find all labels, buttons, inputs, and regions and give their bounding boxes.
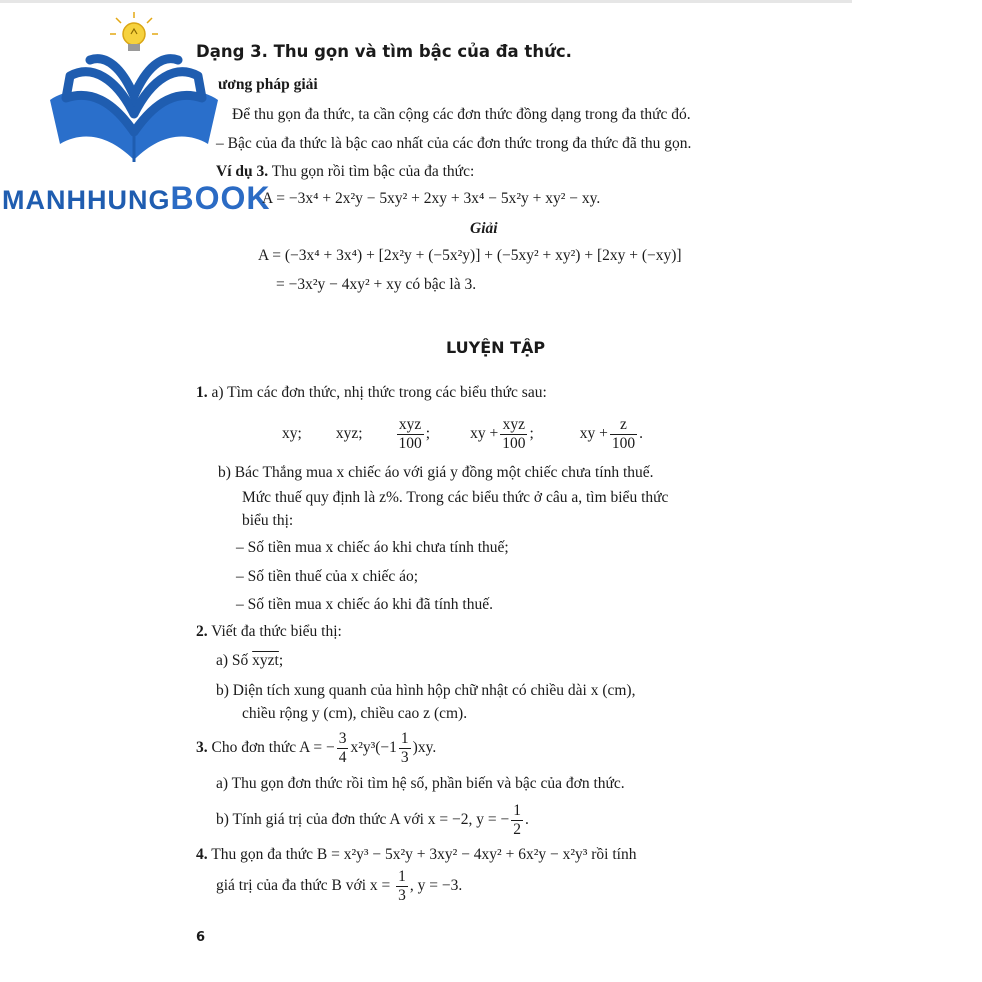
solution-line-1: A = (−3x⁴ + 3x⁴) + [2x²y + (−5x²y)] + (−5xy² + xy²) + [2xy + (−xy)] (258, 247, 682, 264)
overlined-xyzt: xyzt (252, 652, 279, 669)
problem-1-b-line-1: b) Bác Thắng mua x chiếc áo với giá y đồng một chiếc chưa tính thuế. (218, 464, 654, 481)
book-bulb-icon (36, 4, 246, 182)
problem-1-a-text: a) Tìm các đơn thức, nhị thức trong các biểu thức sau: (211, 384, 547, 401)
problem-1-number: 1. (196, 384, 208, 401)
expr-xyz-over-100: $\frac{\text{xyz}}{100}$ (398, 416, 422, 452)
example-label: Ví dụ 3. (216, 163, 269, 180)
problem-2-b-line-2: chiều rộng y (cm), chiều cao z (cm). (242, 705, 468, 722)
expr-xy: xy; (282, 425, 302, 442)
example-text: Thu gọn rồi tìm bậc của đa thức: (271, 163, 475, 180)
logo-text-book: BOOK (170, 180, 271, 216)
rule-1: Để thu gọn đa thức, ta cần cộng các đơn thức đồng dạng trong đa thức đó. (232, 106, 691, 123)
solution-line-2: = −3x²y − 4xy² + xy có bậc là 3. (276, 276, 477, 293)
problem-1-b-line-3: biểu thị: (242, 512, 294, 529)
problem-1-dash-3: – Số tiền mua x chiếc áo khi đã tính thuế. (236, 596, 493, 613)
problem-2 (196, 623, 342, 641)
expr-xy-plus-xyz-over-100: $\frac{\text{xyz}}{100}$ (502, 416, 526, 452)
fraction-1-2: $\frac{1}{2}$ (513, 802, 521, 838)
method-label: ương pháp giải (218, 76, 318, 93)
solution-label: Giải (470, 220, 498, 237)
page-number: 6 (196, 930, 206, 945)
expr-xyz: xyz; (335, 425, 363, 442)
problem-2-a: a) Số xyzt; (216, 652, 284, 669)
problem-1-expressions: xy; xyz; $\frac{\text{xyz}}{100}$ ; xy + $\frac{\text{xyz}}{100}$ ; xy + $\frac{z}{100}$ . (282, 416, 643, 452)
example-intro (216, 163, 474, 181)
top-border (0, 0, 852, 3)
logo-text-manhhung: MANHHUNG (2, 185, 171, 215)
problem-4-line-2: giá trị của đa thức B với x = $\frac{1}{3}$ , y = −3. (216, 868, 463, 904)
problem-4-line-1: 4. Thu gọn đa thức B = x²y³ − 5x²y + 3xy² − 4xy² + 6x²y − x²y³ rồi tính (196, 846, 637, 863)
problem-2-text: Viết đa thức biểu thị: (211, 623, 342, 640)
problem-1-dash-2: – Số tiền thuế của x chiếc áo; (236, 568, 419, 585)
problem-3-b: b) Tính giá trị của đơn thức A với x = −2, y = − $\frac{1}{2}$ . (216, 802, 529, 838)
problem-1-b-line-2: Mức thuế quy định là z%. Trong các biểu thức ở câu a, tìm biểu thức (242, 489, 669, 506)
practice-title: LUYỆN TẬP (446, 338, 546, 357)
problem-3-number: 3. (196, 739, 208, 756)
rule-2: – Bậc của đa thức là bậc cao nhất của các đơn thức trong đa thức đã thu gọn. (216, 135, 692, 152)
problem-2-b-line-1: b) Diện tích xung quanh của hình hộp chữ nhật có chiều dài x (cm), (216, 682, 636, 699)
section-heading: Dạng 3. Thu gọn và tìm bậc của đa thức. (196, 42, 572, 61)
problem-1-dash-1: – Số tiền mua x chiếc áo khi chưa tính thuế; (236, 539, 509, 556)
expr-xy-plus-z-over-100: $\frac{z}{100}$ (611, 416, 636, 452)
problem-2-number: 2. (196, 623, 208, 640)
fraction-3-4: $\frac{3}{4}$ (338, 730, 347, 766)
fraction-1-3-b: $\frac{1}{3}$ (398, 868, 406, 904)
problem-4-number: 4. (196, 846, 208, 863)
problem-3-a: a) Thu gọn đơn thức rồi tìm hệ số, phần biến và bậc của đơn thức. (216, 775, 625, 792)
problem-1-a (196, 384, 547, 402)
example-expression: A = −3x⁴ + 2x²y − 5xy² + 2xy + 3x⁴ − 5x²y + xy² − xy. (262, 190, 601, 207)
fraction-1-3: $\frac{1}{3}$ (400, 730, 409, 766)
problem-3: 3. Cho đơn thức A = − $\frac{3}{4}$ x²y³(−1 $\frac{1}{3}$ )xy. (196, 730, 437, 766)
